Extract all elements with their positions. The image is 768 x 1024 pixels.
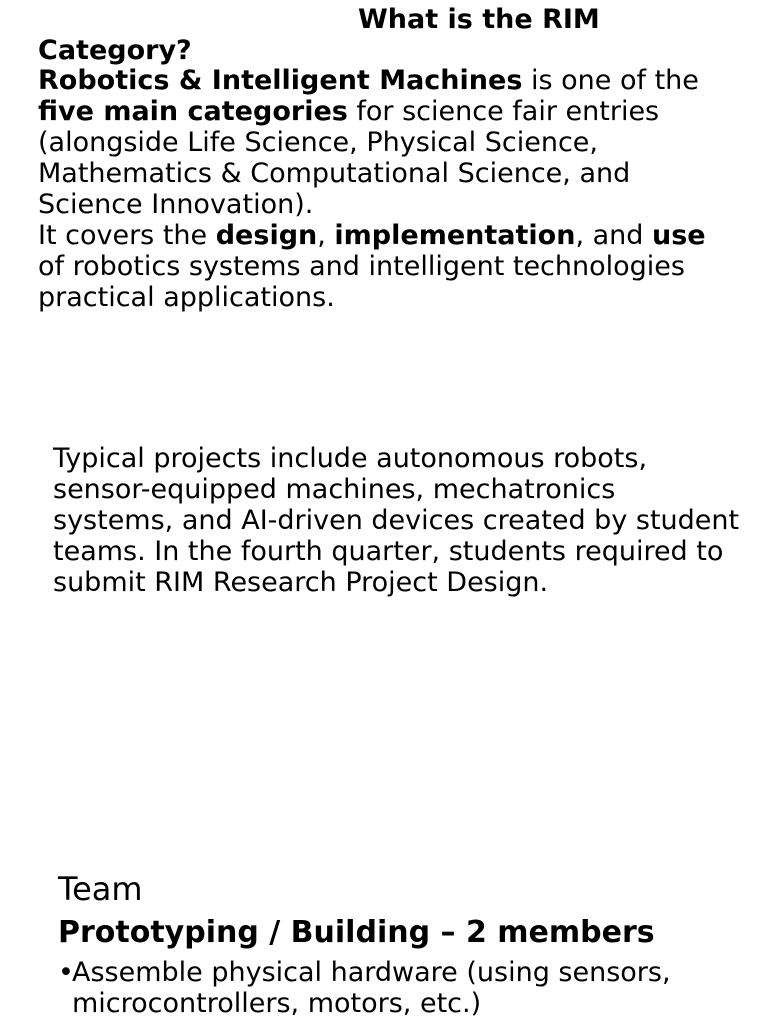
intro-paragraph-1 bbox=[38, 65, 738, 220]
intro-text: is one of the bbox=[522, 65, 699, 96]
intro-text: , and bbox=[575, 220, 652, 251]
role-task-list bbox=[58, 957, 738, 1019]
intro-text: of robotics systems and intelligent technologies practical applications. bbox=[38, 251, 685, 313]
category-name: Robotics & Intelligent Machines bbox=[38, 65, 523, 96]
team-label: Team bbox=[58, 870, 143, 908]
page-title: What is the RIM Category? bbox=[38, 4, 600, 66]
role-heading: Prototyping / Building – 2 members bbox=[58, 915, 655, 950]
emphasis-text: use bbox=[651, 220, 706, 251]
intro-paragraph-2 bbox=[38, 220, 738, 313]
intro-text: for science fair entries (alongside Life Science, Physical Science, Mathematics & Computational Science, and Science Innovation). bbox=[38, 96, 660, 220]
list-item-text: Assemble physical hardware (using sensors, microcontrollers, motors, etc.) bbox=[72, 957, 671, 1019]
intro-section bbox=[38, 65, 738, 313]
bullet-icon: • bbox=[58, 957, 74, 988]
intro-text: , bbox=[317, 220, 335, 251]
intro-text: It covers the bbox=[38, 220, 216, 251]
emphasis-text: implementation bbox=[334, 220, 576, 251]
emphasis-text: five main categories bbox=[38, 96, 348, 127]
list-item bbox=[58, 957, 738, 1019]
emphasis-text: design bbox=[215, 220, 318, 251]
typical-projects-paragraph: Typical projects include autonomous robots, sensor-equipped machines, mechatronics systems, and AI-driven devices created by student teams. In the fourth quarter, students required to submit RIM Research Project Design. bbox=[53, 443, 740, 598]
